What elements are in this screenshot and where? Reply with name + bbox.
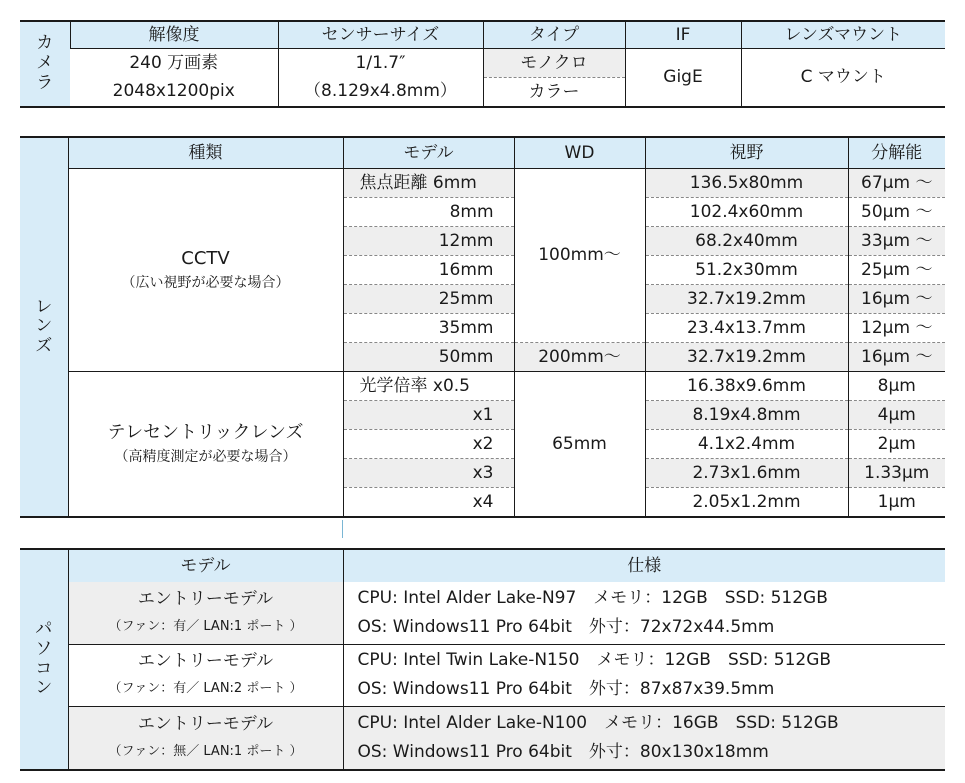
cctv-wd: 100mm〜 <box>514 169 645 343</box>
header-pc-model: モデル <box>68 549 343 582</box>
resolution-cell: 16μm 〜 <box>848 343 945 372</box>
resolution-cell: 4μm <box>848 401 945 430</box>
header-model: モデル <box>343 137 514 169</box>
lens-spec-table <box>20 136 945 518</box>
resolution-cell: 67μm 〜 <box>848 169 945 198</box>
fov-cell: 136.5x80mm <box>645 169 848 198</box>
resolution-cell: 12μm 〜 <box>848 314 945 343</box>
header-fov: 視野 <box>645 137 848 169</box>
cctv-wd-50mm: 200mm〜 <box>514 343 645 372</box>
interface-value: GigE <box>625 49 741 107</box>
header-resolving-power: 分解能 <box>848 137 945 169</box>
header-wd: WD <box>514 137 645 169</box>
cctv-model-row: 50mm <box>343 343 514 372</box>
resolution-cell: 33μm 〜 <box>848 227 945 256</box>
cctv-model-row: 焦点距離 6mm <box>343 169 514 198</box>
pc-spec-cell: CPU: Intel Twin Lake-N150 メモリ：12GB SSD: 512GB OS: Windows11 Pro 64bit 外寸：87x87x39.5mm <box>343 644 945 706</box>
header-type: タイプ <box>483 21 625 49</box>
tele-model-row: x2 <box>343 430 514 459</box>
resolution-cell: 1.33μm <box>848 459 945 488</box>
sensor-dimensions: （8.129x4.8mm） <box>278 78 483 107</box>
resolution-cell: 50μm 〜 <box>848 198 945 227</box>
cctv-model-row: 16mm <box>343 256 514 285</box>
sensor-format: 1/1.7″ <box>278 49 483 78</box>
tele-model-row: x1 <box>343 401 514 430</box>
fov-cell: 51.2x30mm <box>645 256 848 285</box>
header-pc-spec: 仕様 <box>343 549 945 582</box>
tele-model-row: x3 <box>343 459 514 488</box>
resolution-pixels: 2048x1200pix <box>70 78 278 107</box>
pc-model-cell: エントリーモデル （ファン：無／ LAN:1 ポート ） <box>68 706 343 770</box>
cctv-model-row: 8mm <box>343 198 514 227</box>
header-lens-mount: レンズマウント <box>741 21 945 49</box>
header-resolution: 解像度 <box>70 21 278 49</box>
fov-cell: 32.7x19.2mm <box>645 343 848 372</box>
fov-cell: 23.4x13.7mm <box>645 314 848 343</box>
lens-section-label: レ ン ズ <box>20 137 68 517</box>
pc-spec-table <box>20 548 945 771</box>
pc-model-cell: エントリーモデル （ファン：有／ LAN:1 ポート ） <box>68 582 343 644</box>
fov-cell: 2.73x1.6mm <box>645 459 848 488</box>
tele-wd: 65mm <box>514 372 645 518</box>
fov-cell: 32.7x19.2mm <box>645 285 848 314</box>
type-color: カラー <box>483 78 625 107</box>
resolution-megapixels: 240 万画素 <box>70 49 278 78</box>
tele-model-row: x4 <box>343 488 514 518</box>
fov-cell: 68.2x40mm <box>645 227 848 256</box>
resolution-cell: 1μm <box>848 488 945 518</box>
resolution-cell: 25μm 〜 <box>848 256 945 285</box>
resolution-cell: 8μm <box>848 372 945 401</box>
telecentric-category: テレセントリックレンズ （高精度測定が必要な場合） <box>68 372 343 518</box>
mount-value: C マウント <box>741 49 945 107</box>
fov-cell: 4.1x2.4mm <box>645 430 848 459</box>
pc-spec-cell: CPU: Intel Alder Lake-N97 メモリ：12GB SSD: 512GB OS: Windows11 Pro 64bit 外寸：72x72x44.5mm <box>343 582 945 644</box>
pc-section-label: パ ソ コ ン <box>20 549 68 770</box>
cctv-model-row: 35mm <box>343 314 514 343</box>
pc-spec-cell: CPU: Intel Alder Lake-N100 メモリ：16GB SSD: 512GB OS: Windows11 Pro 64bit 外寸：80x130x18mm <box>343 706 945 770</box>
header-interface: IF <box>625 21 741 49</box>
pc-model-cell: エントリーモデル （ファン：有／ LAN:2 ポート ） <box>68 644 343 706</box>
cctv-category: CCTV （広い視野が必要な場合） <box>68 169 343 372</box>
fov-cell: 8.19x4.8mm <box>645 401 848 430</box>
divider-tick <box>342 520 343 538</box>
header-kind: 種類 <box>68 137 343 169</box>
cctv-model-row: 12mm <box>343 227 514 256</box>
camera-spec-table <box>20 20 945 108</box>
cctv-model-row: 25mm <box>343 285 514 314</box>
resolution-cell: 2μm <box>848 430 945 459</box>
camera-section-label: カ メ ラ <box>20 21 70 107</box>
fov-cell: 102.4x60mm <box>645 198 848 227</box>
type-mono: モノクロ <box>483 49 625 78</box>
fov-cell: 16.38x9.6mm <box>645 372 848 401</box>
header-sensor-size: センサーサイズ <box>278 21 483 49</box>
resolution-cell: 16μm 〜 <box>848 285 945 314</box>
fov-cell: 2.05x1.2mm <box>645 488 848 518</box>
tele-model-row: 光学倍率 x0.5 <box>343 372 514 401</box>
